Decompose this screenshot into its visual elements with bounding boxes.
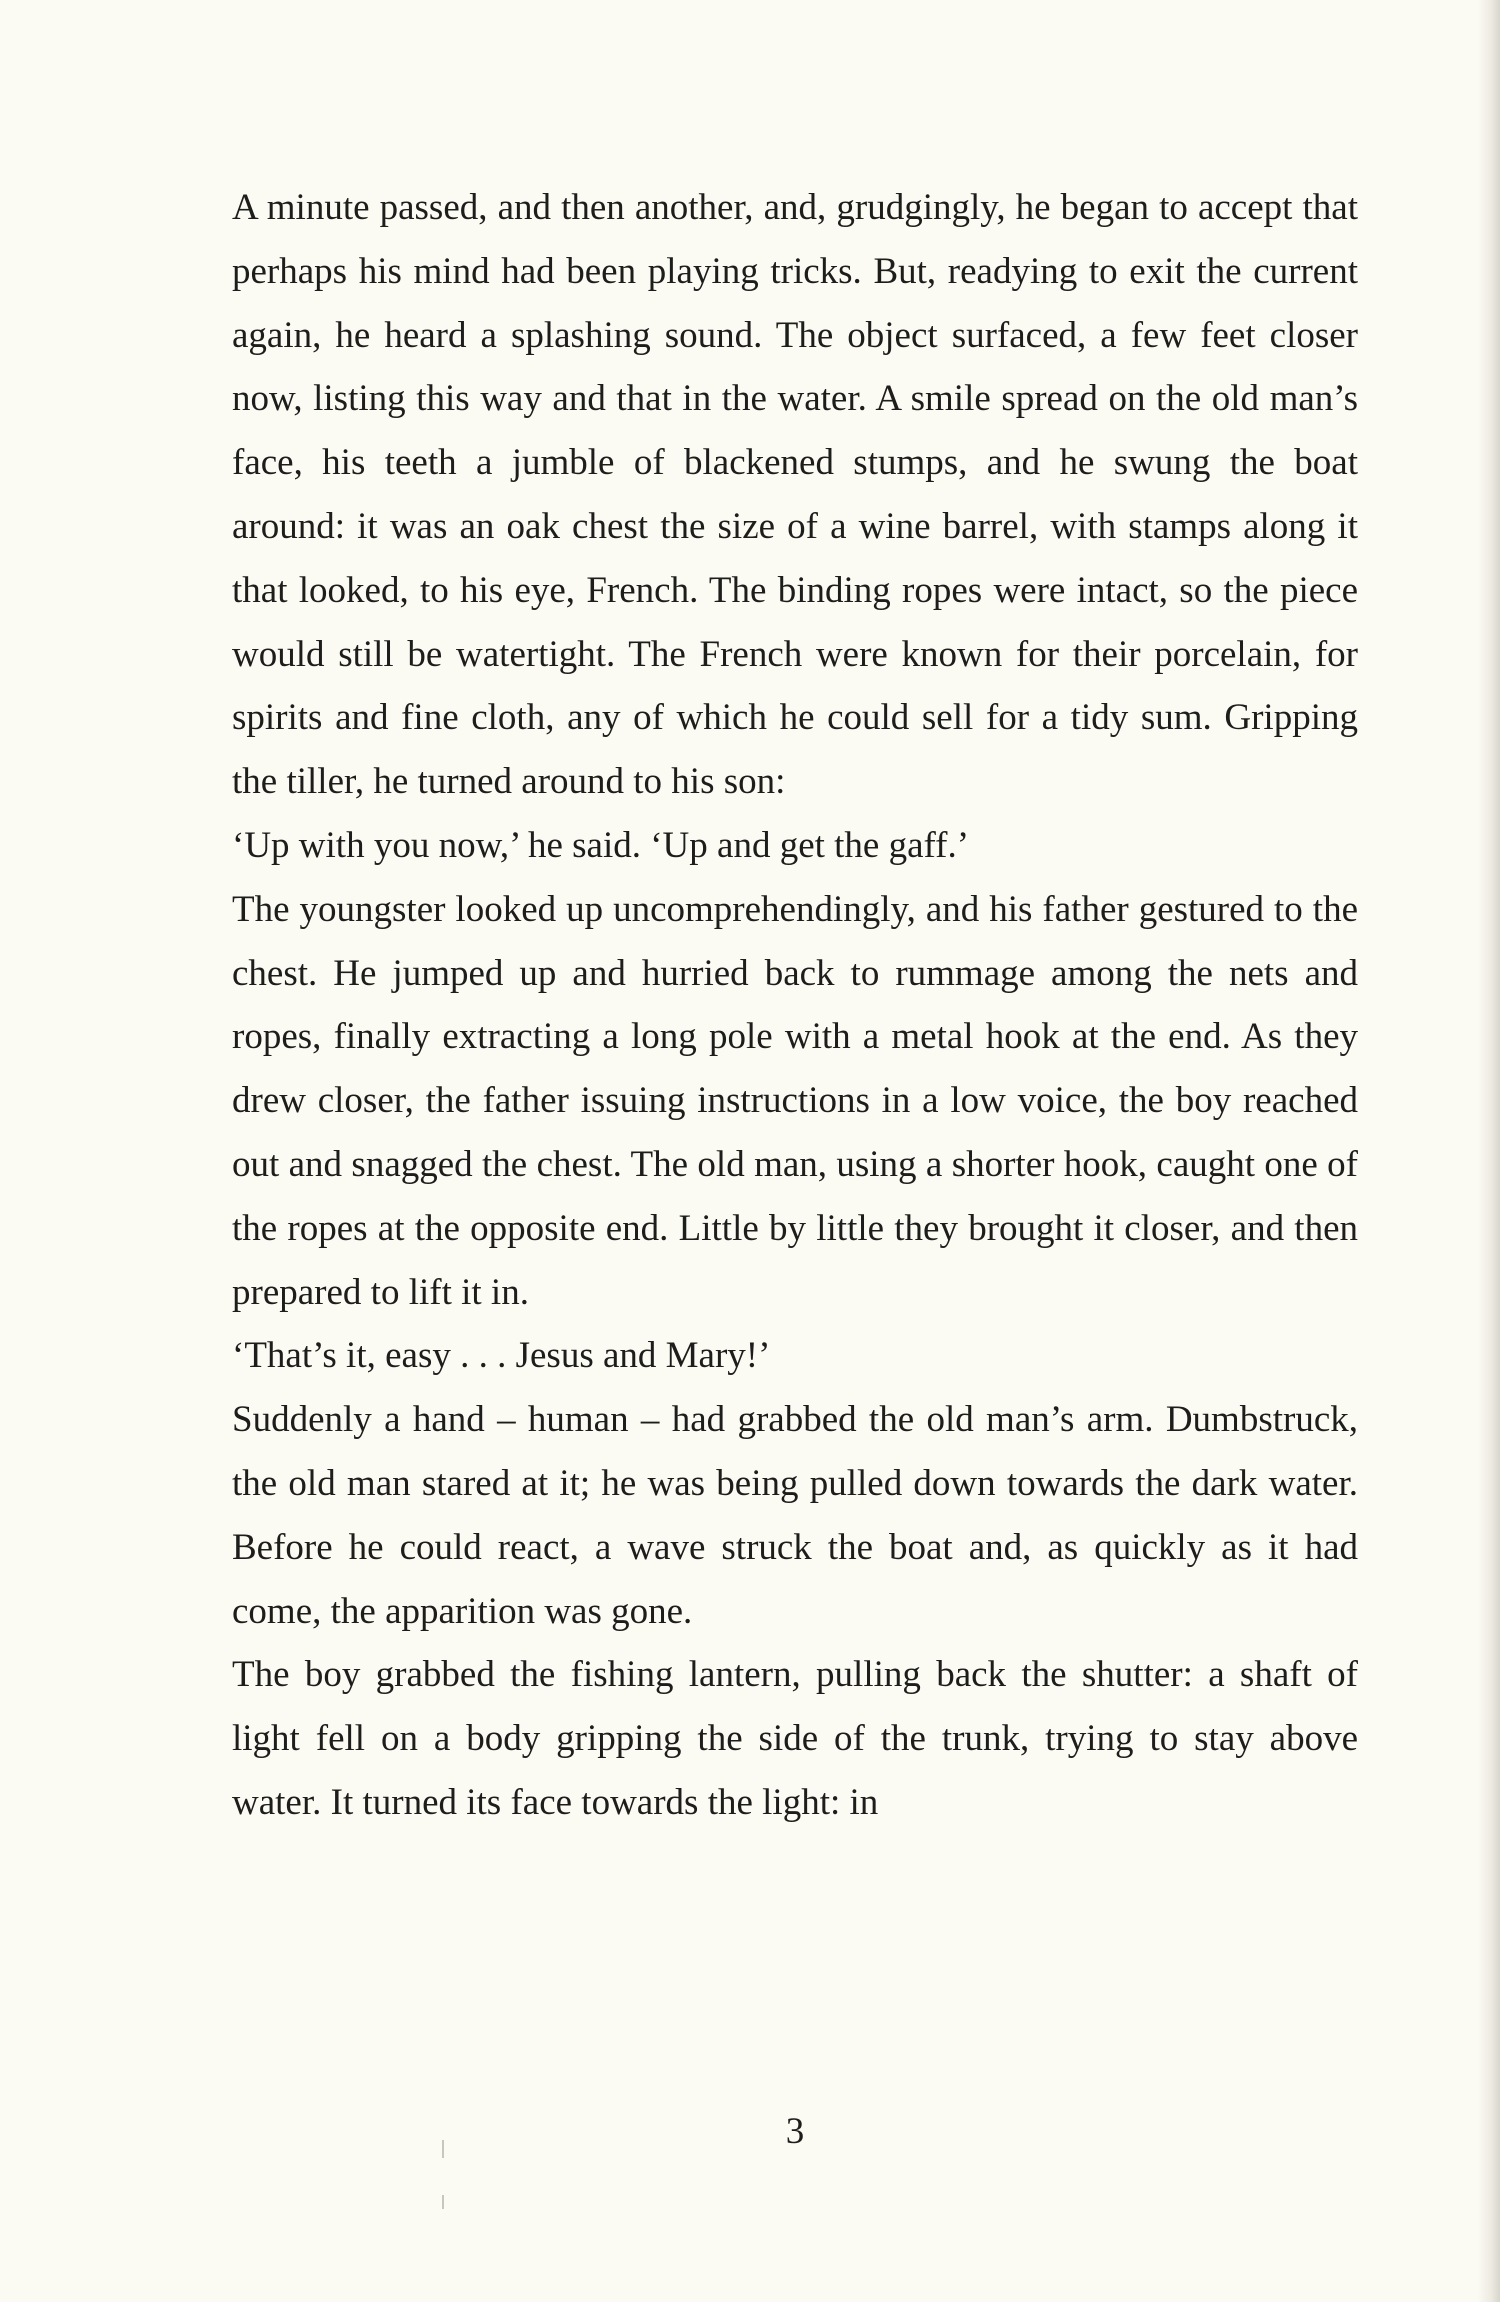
paragraph: ‘Up with you now,’ he said. ‘Up and get the gaff.’ xyxy=(232,824,970,866)
body-text xyxy=(232,176,1358,1835)
page-number: 3 xyxy=(785,2111,805,2152)
paragraph: The boy grabbed the fishing lantern, pulling back the shutter: a shaft of light fell on a body gripping the side of the trunk, trying to stay above water. It turned its face towards the light: in xyxy=(232,1654,1358,1823)
paragraph: Suddenly a hand – human – had grabbed the old man’s arm. Dumbstruck, the old man stared at it; he was being pulled down towards the dark water. Before he could react, a wave struck the boat and, as quickly as it had come, the apparition was gone. xyxy=(232,1399,1358,1632)
paragraph: The youngster looked up uncomprehendingly, and his father gestured to the chest. He jumped up and hurried back to rummage among the nets and ropes, finally extracting a long pole with a metal hook at the end. As they drew closer, the father issuing instructions in a low voice, the boy reached out and snagged the chest. The old man, using a shorter hook, caught one of the ropes at the opposite end. Little by little they brought it closer, and then prepared to lift it in. xyxy=(232,888,1358,1313)
paragraph: ‘That’s it, easy . . . Jesus and Mary!’ xyxy=(232,1335,771,1377)
paragraph: A minute passed, and then another, and, grudgingly, he began to accept that perhaps his mind had been playing tricks. But, readying to exit the current again, he heard a splashing sound. The object surfaced, a few feet closer now, listing this way and that in the water. A smile spread on the old man’s face, his teeth a jumble of blackened stumps, and he swung the boat around: it was an oak chest the size of a wine barrel, with stamps along it that looked, to his eye, French. The binding ropes were intact, so the piece would still be watertight. The French were known for their porcelain, for spirits and fine cloth, any of which he could sell for a tidy sum. Gripping the tiller, he turned around to his son: xyxy=(232,187,1358,803)
page-edge-shadow xyxy=(1478,0,1500,2302)
paper-speck xyxy=(442,2195,444,2209)
